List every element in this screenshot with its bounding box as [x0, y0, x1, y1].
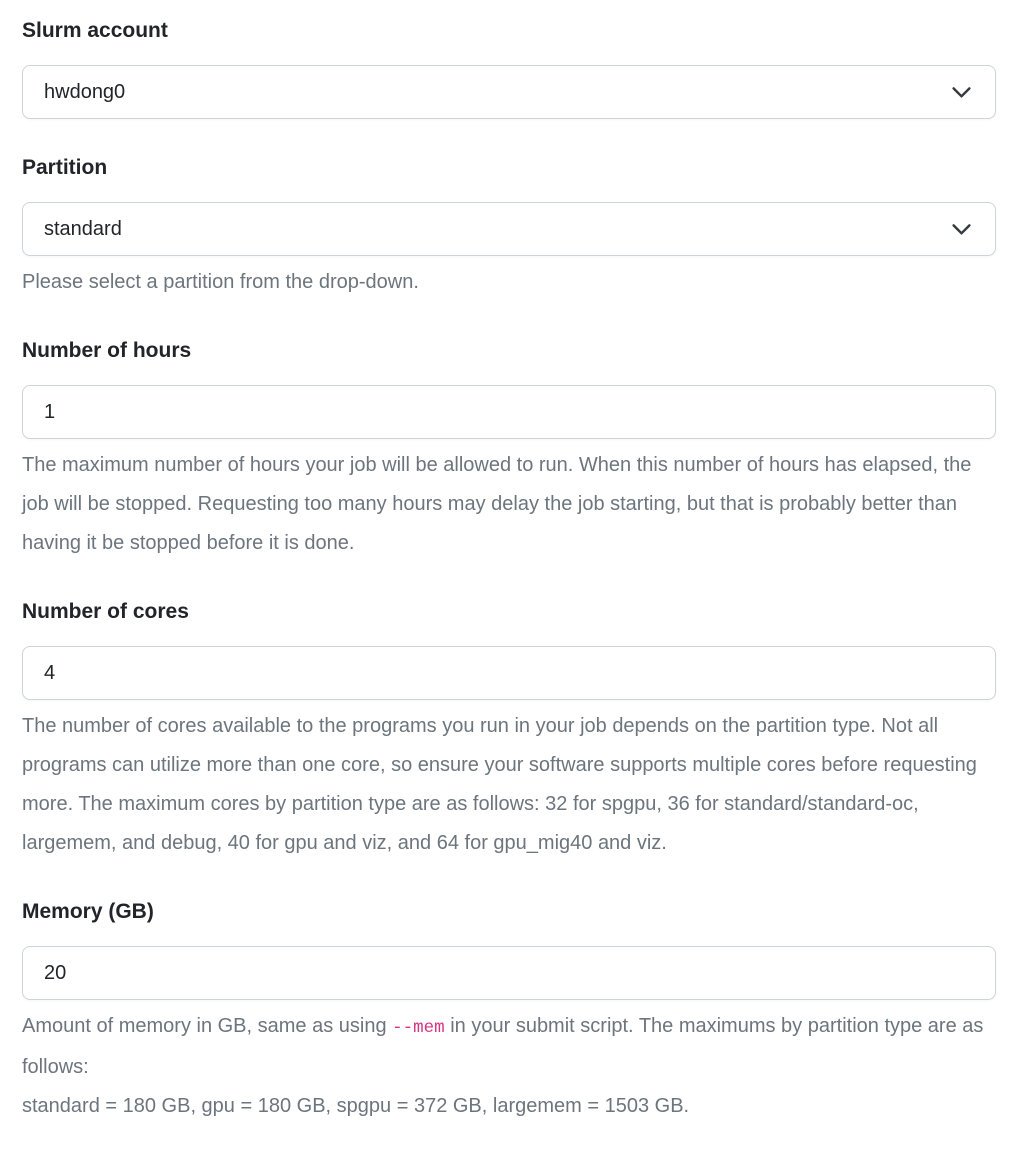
form-group-hours [22, 339, 996, 563]
memory-help-maximums: standard = 180 GB, gpu = 180 GB, spgpu = 372 GB, largemem = 1503 GB. [22, 1095, 690, 1117]
slurm-account-select-wrap [22, 65, 996, 119]
partition-help-text: Please select a partition from the drop-down. [22, 271, 419, 293]
form-group-slurm-account [22, 19, 996, 119]
form-group-memory [22, 900, 996, 1126]
hours-help-text: The maximum number of hours your job will be allowed to run. When this number of hours has elapsed, the job will be stopped. Requesting too many hours may delay the job starting, but that is probably better than having it be stopped before it is done. [22, 454, 972, 554]
cores-help-text: The number of cores available to the programs you run in your job depends on the partition type. Not all programs can utilize more than one core, so ensure your software supports multiple cores before requesting more. The maximum cores by partition type are as follows: 32 for spgpu, 36 for standard/standard-oc, largemem, and debug, 40 for gpu and viz, and 64 for gpu_mig40 and viz. [22, 715, 977, 854]
partition-select[interactable] [22, 202, 996, 256]
memory-help-text [22, 1007, 996, 1126]
form-group-partition [22, 156, 996, 302]
cores-input[interactable] [22, 646, 996, 700]
partition-label: Partition [22, 156, 108, 179]
slurm-account-select[interactable] [22, 65, 996, 119]
partition-select-wrap [22, 202, 996, 256]
cores-label: Number of cores [22, 600, 189, 623]
hours-label: Number of hours [22, 339, 192, 362]
memory-label: Memory (GB) [22, 900, 154, 923]
hours-input[interactable] [22, 385, 996, 439]
mem-flag-code: --mem [392, 1018, 445, 1038]
memory-input[interactable] [22, 946, 996, 1000]
memory-help-post: in your submit script. The maximums by partition type are as follows: [22, 1015, 984, 1078]
slurm-account-label: Slurm account [22, 19, 168, 42]
memory-help-pre: Amount of memory in GB, same as using [22, 1015, 393, 1037]
form-group-cores [22, 600, 996, 863]
